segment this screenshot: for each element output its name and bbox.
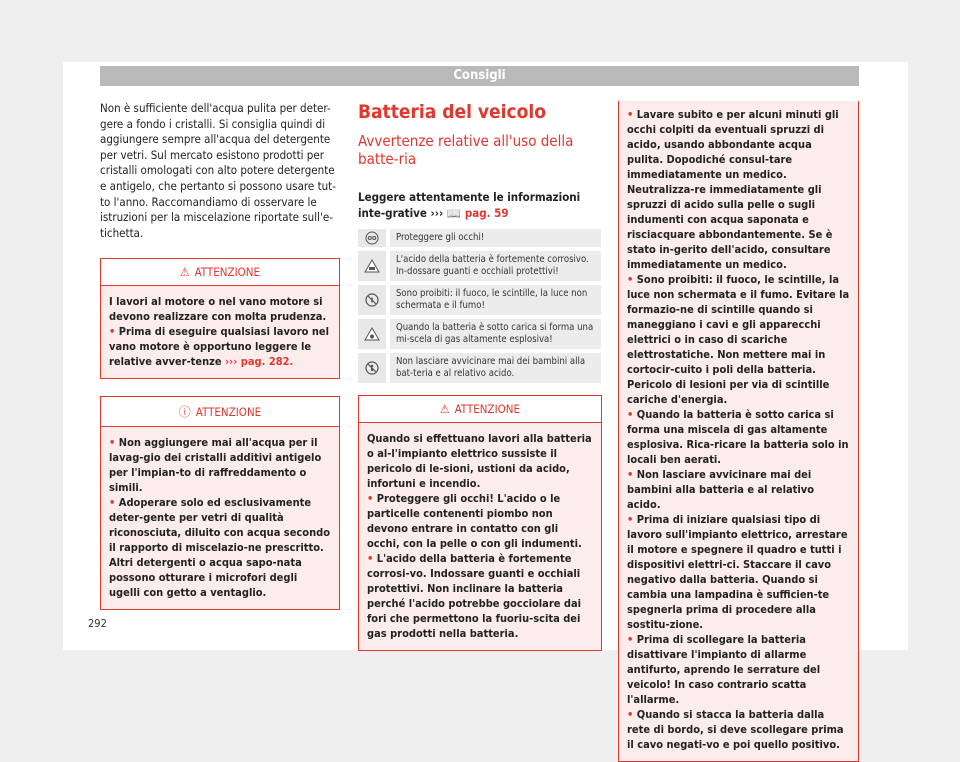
bullet-icon: • — [627, 468, 637, 481]
bullet-icon: • — [627, 513, 637, 526]
symbol-row — [358, 229, 601, 249]
warning-bullet-text: Adoperare solo ed esclusivamente deter-gente per vetri di qualità riconosciuta, diluito con acqua secondo il rapporto di miscelazio-ne prescritto. Altri detergenti o acqua sapo-nata possono otturare i microfori degli ugelli con getto a ventaglio. — [109, 496, 331, 600]
warning-triangle-icon: ⚠ — [179, 265, 190, 280]
symbol-text: L'acido della batteria è fortemente corrosivo. In-dossare guanti e occhiali protettivi! — [388, 249, 601, 283]
bullet-icon: • — [109, 436, 119, 450]
warning-bullet — [627, 272, 850, 407]
warning-box-battery — [358, 395, 602, 651]
explosive-icon — [358, 317, 388, 351]
warning-body — [101, 427, 339, 609]
column-right — [618, 101, 859, 762]
warning-bullet — [367, 491, 593, 551]
no-fire-icon — [358, 283, 388, 317]
column-left — [100, 101, 340, 610]
warning-bullet — [109, 324, 331, 369]
symbol-row — [358, 351, 601, 385]
bullet-icon: • — [109, 325, 119, 339]
bullet-icon: • — [627, 273, 637, 286]
symbol-text: Sono proibiti: il fuoco, le scintille, la luce non schermata e il fumo! — [388, 283, 601, 317]
symbol-table — [358, 229, 601, 387]
warning-bullet — [627, 707, 850, 752]
warning-bullet-text: Quando si stacca la batteria dalla rete di bordo, si deve scollegare prima il cavo negati-vo e poi quello positivo. — [627, 708, 844, 751]
warning-bullet-text: L'acido della batteria è fortemente corrosi-vo. Indossare guanti e occhiali protettivi. Non inclinare la batteria perché l'acido potrebbe gocciolare dai fori che permettono la fuoriu-scita dei gas prodotti nella batteria. — [367, 552, 582, 640]
bullet-icon: • — [627, 408, 637, 421]
eye-protection-icon — [358, 229, 388, 249]
book-icon: 📖 — [446, 205, 462, 220]
symbol-text: Non lasciare avvicinare mai dei bambini alla bat-teria e al relativo acido. — [388, 351, 601, 385]
bullet-icon: • — [367, 492, 377, 505]
bullet-icon: • — [109, 496, 119, 510]
warning-header — [101, 259, 339, 286]
warning-bullet-text: Prima di iniziare qualsiasi tipo di lavoro sull'impianto elettrico, arrestare il motore e spegnere il quadro e tutti i dispositivi elettri-ci. Staccare il cavo negativo dalla batteria. Quando si cambia una lampadina è sufficien-te spegnerla prima di procedere alla sostitu-zione. — [627, 513, 848, 631]
warning-title: ATTENZIONE — [454, 402, 521, 416]
bullet-icon: • — [367, 552, 377, 565]
warning-header — [101, 397, 339, 427]
warning-title: ATTENZIONE — [194, 265, 261, 280]
warning-bullet-text: Quando la batteria è sotto carica si forma una miscela di gas altamente esplosiva. Rica-ricare la batteria solo in locali ben aerati. — [627, 408, 849, 466]
section-header: Consigli — [100, 66, 859, 86]
warning-bullet — [627, 107, 850, 272]
warning-bullet-text: Sono proibiti: il fuoco, le scintille, la luce non schermata e il fumo. Evitare la formazio-ne di scintille quando si maneggiano i cavi e gli apparecchi elettrici o in caso di scariche elettrostatiche. Non mettere mai in cortocir-cuito i poli della batteria. Pericolo di lesioni per via di scintille cariche d'energia. — [627, 273, 850, 406]
warning-bullet — [627, 512, 850, 632]
warning-bullet-text: Prima di scollegare la batteria disattivare l'impianto di allarme antifurto, aprendo le serrature del veicolo! In caso contrario scatta l'allarme. — [627, 633, 821, 706]
warning-bullet-text: Proteggere gli occhi! L'acido o le particelle contenenti piombo non devono entrare in contatto con gli occhi, con la pelle o con gli indumenti. — [367, 492, 582, 550]
symbol-row — [358, 249, 601, 283]
warning-bullet — [627, 467, 850, 512]
page-number: 292 — [88, 617, 107, 630]
warning-body — [359, 423, 601, 650]
corrosive-icon — [358, 249, 388, 283]
warning-bullet — [367, 551, 593, 641]
symbol-text: Proteggere gli occhi! — [388, 229, 601, 249]
page-link[interactable]: ››› pag. 282. — [225, 355, 294, 369]
symbol-text: Quando la batteria è sotto carica si forma una mi-scela di gas altamente esplosiva! — [388, 317, 601, 351]
bullet-icon: • — [627, 708, 637, 721]
bullet-icon: • — [627, 108, 637, 121]
symbol-row — [358, 317, 601, 351]
warning-box-continued — [618, 101, 859, 762]
no-children-icon — [358, 351, 388, 385]
warning-bullet-text: Non aggiungere mai all'acqua per il lavag-gio dei cristalli additivi antigelo per l'impian-to di raffreddamento o simili. — [109, 436, 322, 495]
warning-header — [359, 396, 601, 423]
lead-text — [358, 190, 602, 221]
warning-intro: I lavori al motore o nel vano motore si devono realizzare con molta prudenza. — [109, 295, 327, 324]
lead-sentence: Leggere attentamente le informazioni inte-grative — [358, 190, 581, 220]
warning-body — [101, 286, 339, 378]
bullet-icon: • — [627, 633, 637, 646]
symbol-row — [358, 283, 601, 317]
lead-page-link[interactable]: pag. 59 — [464, 205, 509, 220]
warning-title: ATTENZIONE — [195, 405, 262, 420]
warning-bullet — [109, 435, 331, 495]
warning-box-engine — [100, 258, 340, 379]
warning-bullet-text: Non lasciare avvicinare mai dei bambini alla batteria e al relativo acido. — [627, 468, 815, 511]
warning-bullet-text: Lavare subito e per alcuni minuti gli occhi colpiti da eventuali spruzzi di acido, usando abbondante acqua pulita. Dopodiché consul-tare immediatamente un medico. Neutralizza-re immediatamente gli spruzzi di acido sulla pelle o sugli indumenti con acqua saponata e risciacquare abbondantemente. Se è stato in-gerito dell'acido, consultare immediatamente un medico. — [627, 108, 839, 271]
column-middle — [358, 101, 602, 651]
warning-bullet — [627, 407, 850, 467]
warning-triangle-icon: ⚠ — [439, 402, 450, 416]
warning-box-washer — [100, 396, 340, 610]
warning-intro: Quando si effettuano lavori alla batteria o al-l'impianto elettrico sussiste il pericolo di le-sioni, ustioni da acido, infortuni e incendio. — [367, 432, 592, 490]
warning-bullet — [627, 632, 850, 707]
info-circle-icon: ⓘ — [178, 405, 191, 420]
lead-arrows: ››› — [430, 205, 447, 220]
section-subtitle: Avvertenze relative all'uso della batte-ria — [358, 132, 574, 168]
section-title: Batteria del veicolo — [358, 101, 546, 123]
washer-fluid-paragraph: Non è sufficiente dell'acqua pulita per deter-gere a fondo i cristalli. Si consiglia quindi di aggiungere sempre all'acqua del detergente per vetri. Sul mercato esistono prodotti per cristalli omologati con alto potere detergente e antigelo, che pertanto si possono usare tut-to l'anno. Raccomandiamo di osservare le istruzioni per la miscelazione riportate sull'e-tichetta. — [100, 101, 336, 240]
warning-bullet-text: Prima di eseguire qualsiasi lavoro nel vano motore è opportuno leggere le relative avver-tenze — [109, 325, 330, 369]
warning-bullet — [109, 495, 331, 600]
warning-body — [619, 101, 858, 761]
